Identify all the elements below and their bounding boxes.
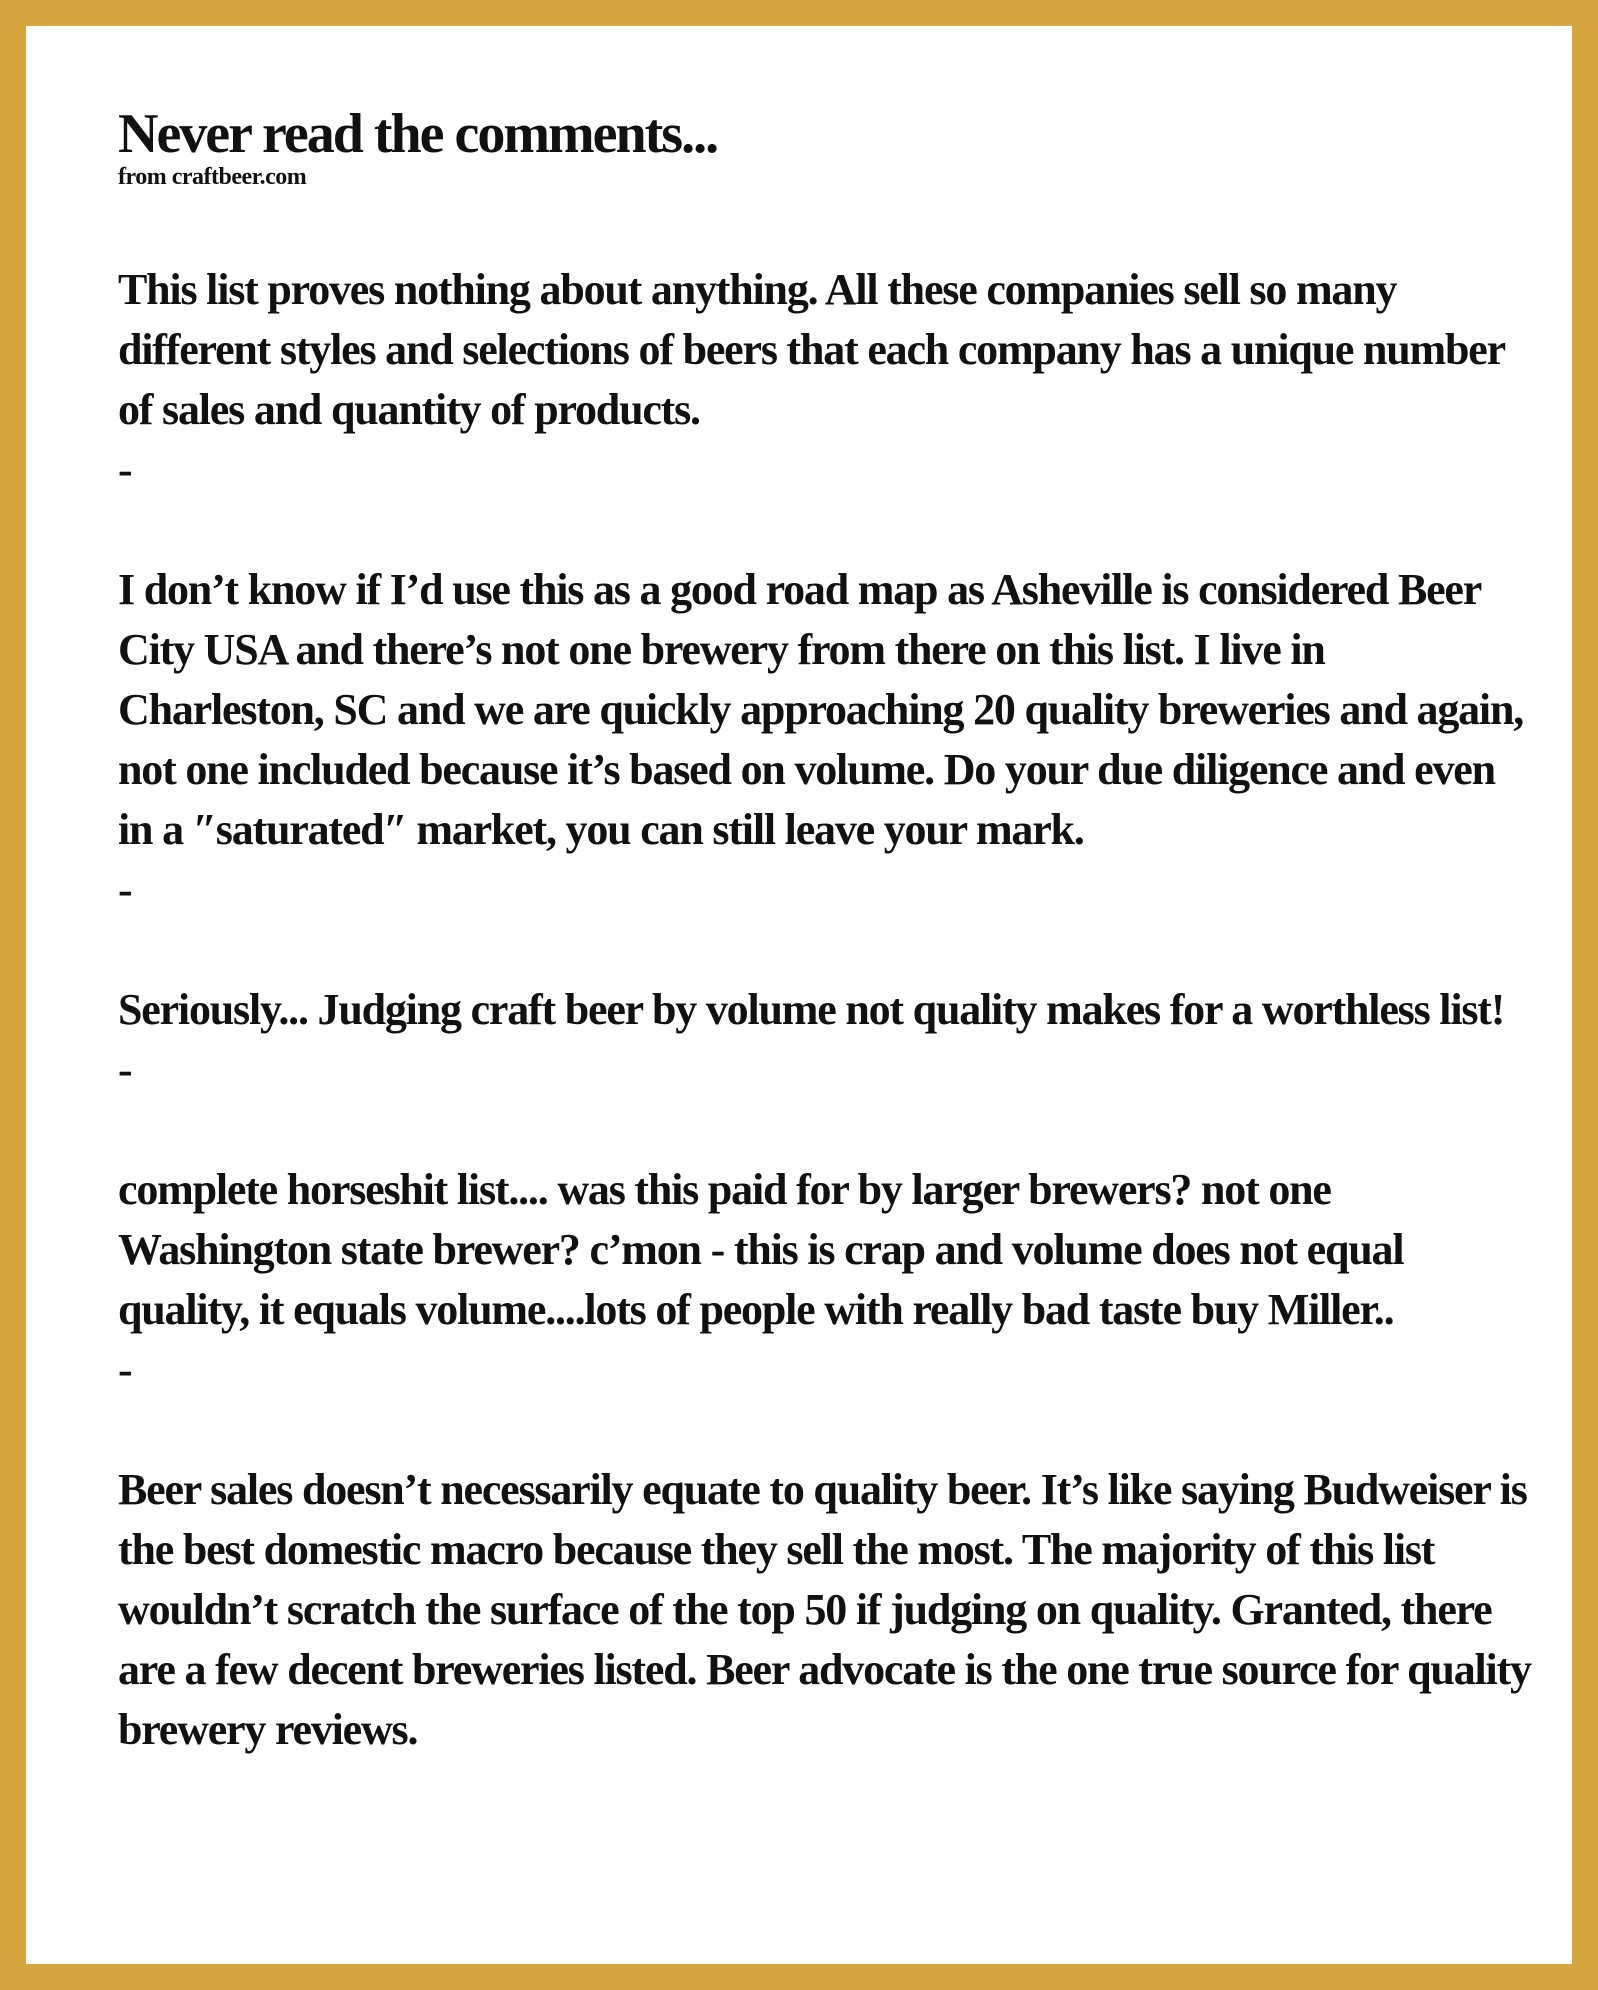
comment-separator: - (118, 1045, 133, 1094)
comment-text: I don’t know if I’d use this as a good road map as Asheville is considered Beer City USA and there’s not one brewery from there on this list. I live in Charleston, SC and we are quickly approaching 20 quality breweries and again, not one included because it’s based on volume. Do your due diligence and even in a ″saturated″ market, you can still leave your mark. (118, 565, 1524, 854)
source-attribution: from craftbeer.com (118, 164, 307, 190)
comment-text: complete horseshit list.... was this paid for by larger brewers? not one Washington state brewer? c’mon - this is crap and volume does not equal quality, it equals volume....lots of people with really bad taste buy Miller.. (118, 1165, 1404, 1334)
comment-separator: - (118, 445, 133, 494)
comment-text: Seriously... Judging craft beer by volume not quality makes for a worthless list! (118, 985, 1505, 1034)
document-content (118, 104, 1538, 1760)
comment-text: Beer sales doesn’t necessarily equate to quality beer. It’s like saying Budweiser is the best domestic macro because they sell the most. The majority of this list wouldn’t scratch the surface of the top 50 if judging on quality. Granted, there are a few decent breweries listed. Beer advocate is the one true source for quality brewery reviews. (118, 1465, 1531, 1754)
comment-text: This list proves nothing about anything. All these companies sell so many different styles and selections of beers that each company has a unique number of sales and quantity of products. (118, 265, 1505, 434)
page-title: Never read the comments... (118, 103, 718, 165)
comment-separator: - (118, 865, 133, 914)
comment-separator: - (118, 1345, 133, 1394)
